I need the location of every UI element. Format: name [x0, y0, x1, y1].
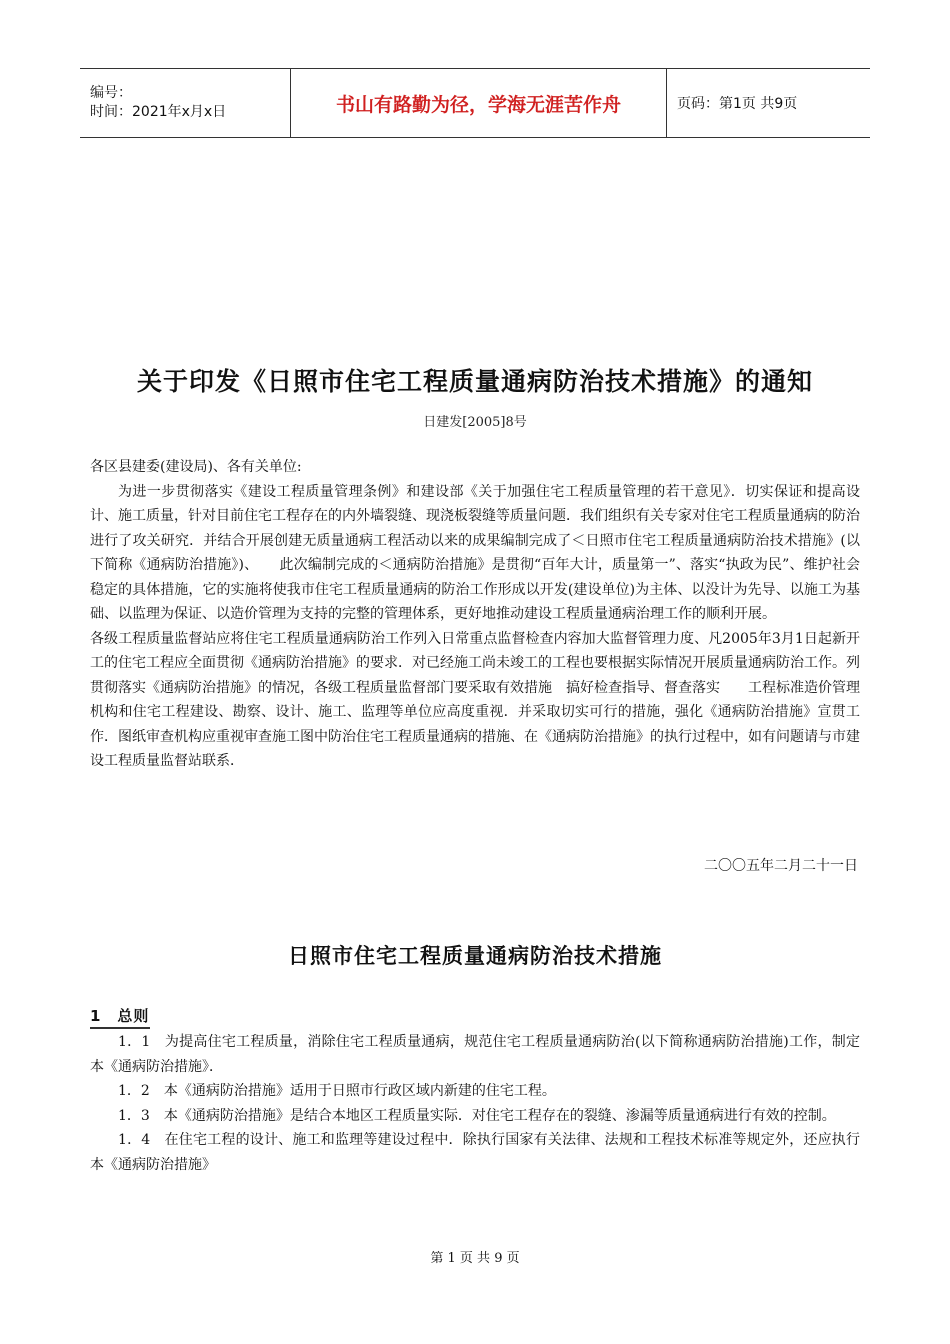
- page-header: [80, 68, 870, 138]
- notice-title: 关于印发《日照市住宅工程质量通病防治技术措施》的通知: [136, 367, 813, 396]
- time-label: 时间：2021年x月x日: [90, 104, 227, 120]
- clause-item: 1．2 本《通病防治措施》适用于日照市行政区域内新建的住宅工程。: [118, 1083, 556, 1099]
- page-footer: 第 1 页 共 9 页: [430, 1251, 520, 1266]
- clause-item: 1．1 为提高住宅工程质量，消除住宅工程质量通病，规范住宅工程质量通病防治(以下简称通病防治措施)工作，制定本《通病防治措施》．: [90, 1034, 860, 1075]
- header-motto: [290, 69, 667, 137]
- clause-item: 1．4 在住宅工程的设计、施工和监理等建设过程中．除执行国家有关法律、法规和工程技术标准等规定外，还应执行本《通病防治措施》: [90, 1132, 860, 1173]
- clauses-list: [90, 1030, 860, 1177]
- notice-body: [90, 455, 860, 774]
- number-label: 编号：: [90, 85, 132, 101]
- document-number: 日建发[2005]8号: [423, 415, 527, 430]
- notice-paragraph-2: 各级工程质量监督站应将住宅工程质量通病防治工作列入日常重点监督检查内容加大监督管理力度、凡2005年3月1日起新开工的住宅工程应全面贯彻《通病防治措施》的要求．对已经施工尚未竣工的工程也要根据实际情况开展质量通病防治工作。列贯彻落实《通病防治措施》的情况，各级工程质量监督部门要采取有效措施 搞好检查指导、督查落实 工程标准造价管理机构和住宅工程建设、勘察、设计、施工、监理等单位应高度重视．并采取切实可行的措施，强化《通病防治措施》宣贯工作．图纸审查机构应重视审查施工图中防治住宅工程质量通病的措施、在《通病防治措施》的执行过程中，如有问题请与市建设工程质量监督站联系．: [90, 630, 860, 769]
- notice-date: 二〇〇五年二月二十一日: [704, 858, 858, 874]
- measures-title: 日照市住宅工程质量通病防治技术措施: [288, 944, 662, 968]
- clause-item: 1．3 本《通病防治措施》是结合本地区工程质量实际．对住宅工程存在的裂缝、渗漏等质量通病进行有效的控制。: [118, 1107, 836, 1124]
- section-heading: 1 总则: [90, 1005, 150, 1029]
- page-code-text: 页码：第1页 共9页: [677, 96, 798, 112]
- header-page-code: [667, 69, 870, 137]
- header-meta: [80, 69, 290, 137]
- salutation: 各区县建委(建设局)、各有关单位:: [90, 459, 302, 475]
- motto-text: 书山有路勤为径，学海无涯苦作舟: [335, 93, 621, 116]
- notice-paragraph-1: 为进一步贯彻落实《建设工程质量管理条例》和建设部《关于加强住宅工程质量管理的若干意见》．切实保证和提高设计、施工质量，针对目前住宅工程存在的内外墙裂缝、现浇板裂缝等质量问题．我们组织有关专家对住宅工程质量通病的防治进行了攻关研究．并结合开展创建无质量通病工程活动以来的成果编制完成了＜日照市住宅工程质量通病防治技术措施》(以下简称《通病防治措施》)、 此次编制完成的＜通病防治措施》是贯彻“百年大计，质量第一”、落实“执政为民”、维护社会稳定的具体措施，它的实施将使我市住宅工程质量通病的防治工作形成以开发(建设单位)为主体、以没计为先导、以施工为基础、以监理为保证、以造价管理为支持的完整的管理体系，更好地推动建设工程质量通病治理工作的顺利开展。: [90, 483, 860, 622]
